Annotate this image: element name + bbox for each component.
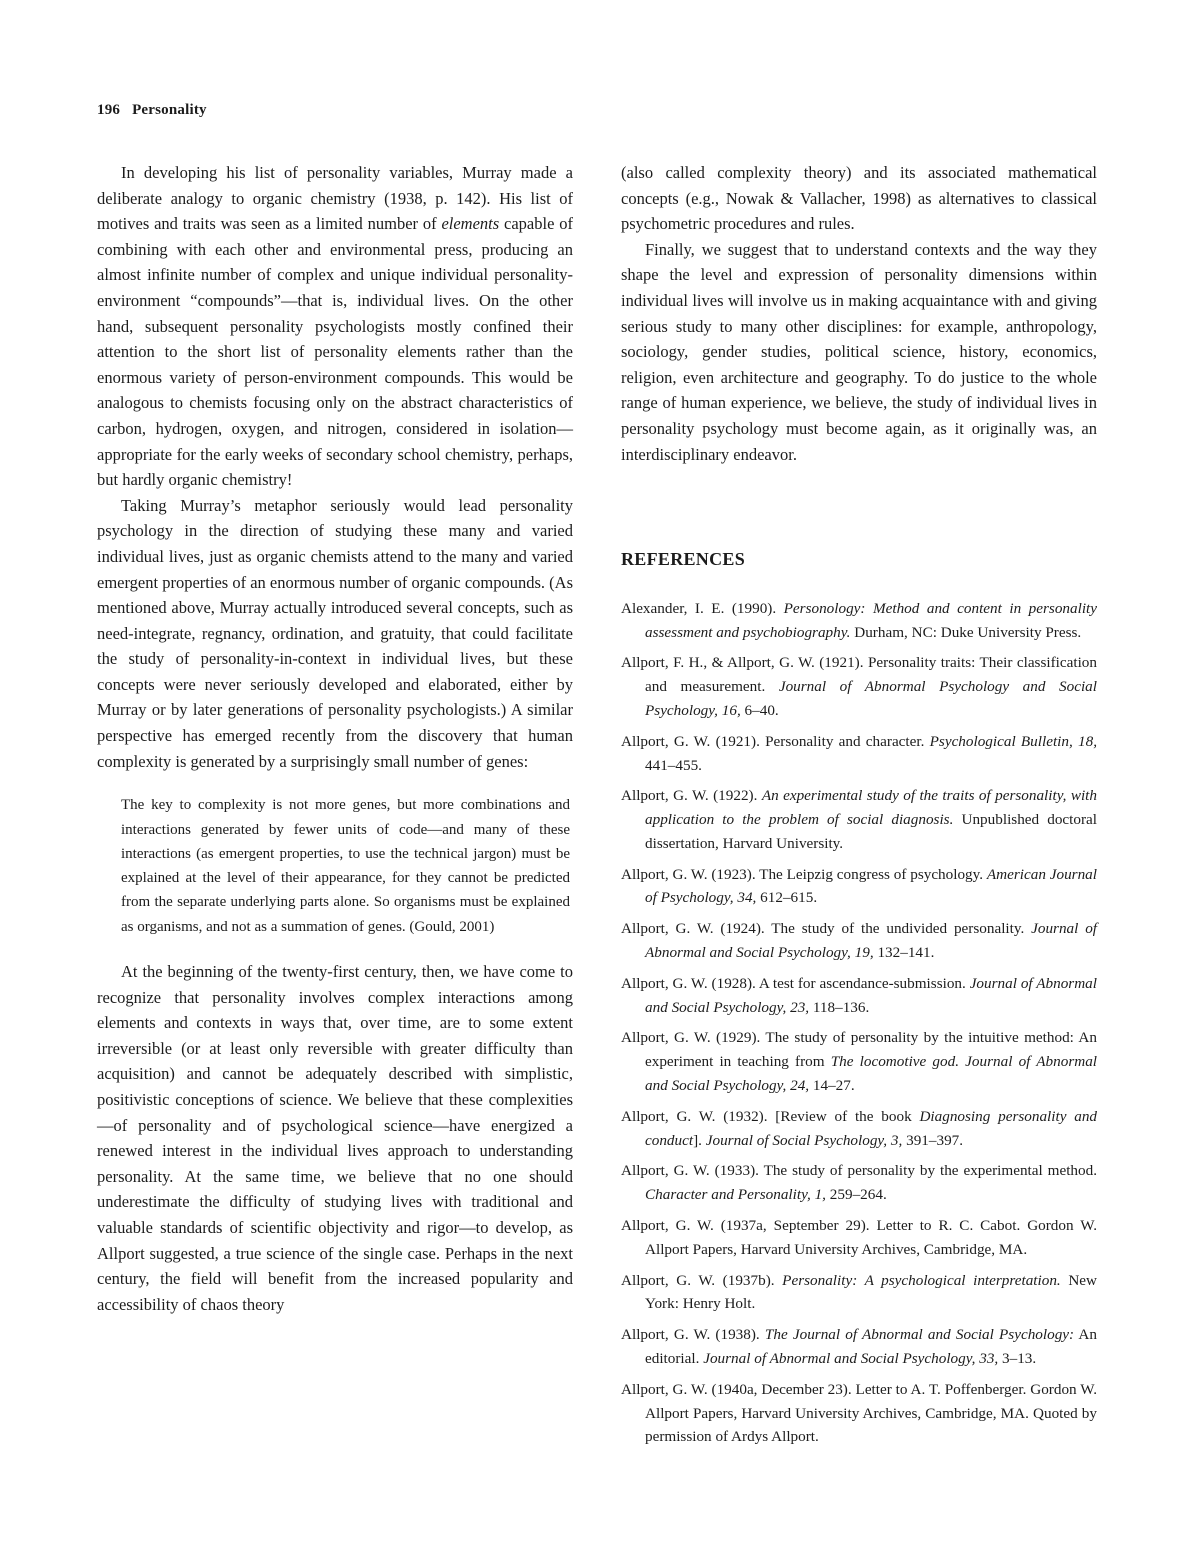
text-run: 14–27. — [809, 1077, 855, 1095]
text-run: Allport, G. W. (1940a, December 23). Letter to A. T. Poffenberger. Gordon W. Allport Papers, Harvard University Archives, Cambridge, MA. Quoted by permission of Ardys Allport. — [621, 1380, 1097, 1446]
text-run: Allport, G. W. (1938). — [621, 1326, 765, 1344]
reference-entry — [621, 917, 1097, 965]
paragraph-murray-metaphor: Taking Murray’s metaphor seriously would lead personality psychology in the direction of studying these many and varied individual lives, just as organic chemists attend to the many and varied emergent properties of an enormous number of organic compounds. (As mentioned above, Murray actually introduced several concepts, such as need-integrate, regnancy, ordination, and gratuity, that could facilitate the study of personality-in-context in individual lives, but these concepts were never seriously developed and elaborated, either by Murray or by later generations of personality psychologists.) A similar perspective has emerged recently from the discovery that human complexity is generated by a surprisingly small number of genes: — [97, 495, 573, 771]
italic-run: Journal of Abnormal and Social Psychology, 23, — [645, 974, 1097, 1016]
text-run: Allport, G. W. (1928). A test for ascendance-submission. — [621, 974, 970, 992]
italic-run: Character and Personality, 1, — [645, 1186, 826, 1204]
text-run: New York: Henry Holt. — [645, 1271, 1098, 1313]
text-run: Alexander, I. E. (1990). — [621, 599, 784, 617]
reference-entry — [621, 1105, 1097, 1153]
reference-entry — [621, 1378, 1097, 1449]
reference-entry — [621, 1269, 1097, 1317]
text-run: Allport, G. W. (1929). The study of personality by the intuitive method: An experiment in teaching from — [621, 1029, 1097, 1071]
text-run: Allport, G. W. (1937b). — [621, 1271, 783, 1289]
paragraph-murray-analogy — [97, 160, 573, 493]
text-run: ]. — [693, 1131, 706, 1149]
paragraph-finally: Finally, we suggest that to understand contexts and the way they shape the level and expression of personality dimensions within individual lives will involve us in making acquaintance with and giving serious study to many other disciplines: for example, anthropology, sociology, gender studies, political science, history, economics, religion, even architecture and geography. To do justice to the whole range of human experience, we believe, the study of individual lives in personality psychology must become again, as it originally was, an interdisciplinary endeavor. — [621, 239, 1097, 464]
text-run: An editorial. — [645, 1326, 1097, 1368]
text-run: Allport, G. W. (1932). [Review of the book — [621, 1107, 920, 1125]
text-run: Unpublished doctoral dissertation, Harvard University. — [645, 811, 1097, 852]
italic-run: Personality: A psychological interpretation. — [782, 1271, 1061, 1289]
text-run: 259–264. — [825, 1186, 887, 1204]
running-title: Personality — [132, 102, 207, 118]
paragraph-continuation: (also called complexity theory) and its associated mathematical concepts (e.g., Nowak & Vallacher, 1998) as alternatives to classical psychometric procedures and rules. — [621, 163, 1097, 234]
text-run: Allport, G. W. (1924). The study of the undivided personality. — [621, 920, 1032, 938]
reference-entry — [621, 972, 1097, 1020]
reference-entry — [621, 1323, 1097, 1371]
text-run: Durham, NC: Duke University Press. — [850, 623, 1082, 641]
italic-run: The locomotive god. Journal of Abnormal and Social Psychology, 24, — [645, 1053, 1098, 1095]
references-heading: REFERENCES — [621, 549, 746, 570]
italic-run: The Journal of Abnormal and Social Psychology: — [764, 1326, 1075, 1344]
italic-run: Diagnosing personality and conduct — [645, 1107, 1098, 1149]
reference-entry — [621, 730, 1097, 778]
italic-run: Journal of Abnormal and Social Psychology, 33, — [703, 1350, 999, 1368]
text-run: 6–40. — [740, 701, 779, 719]
text-run: Allport, G. W. (1922). — [621, 787, 762, 805]
block-quote-gould: The key to complexity is not more genes, but more combinations and interactions generated by fewer units of code—and many of these interactions (as emergent properties, to use the technical jargon) must be explained at the level of their appearance, for they cannot be predicted from the separate underlying parts alone. So organisms must be explained as organisms, and not as a summation of genes. (Gould, 2001) — [121, 797, 570, 935]
left-column — [97, 160, 573, 1317]
italic-run: American Journal of Psychology, 34, — [645, 865, 1097, 907]
running-header — [97, 102, 207, 119]
text-run: Allport, G. W. (1923). The Leipzig congress of psychology. — [621, 865, 987, 883]
reference-entry — [621, 597, 1097, 645]
reference-entry — [621, 784, 1097, 855]
text-run: 612–615. — [756, 889, 818, 907]
text-run: 391–397. — [902, 1131, 964, 1149]
text-run: 118–136. — [809, 998, 870, 1016]
text-run: Allport, G. W. (1937a, September 29). Letter to R. C. Cabot. Gordon W. Allport Papers, Harvard University Archives, Cambridge, MA. — [621, 1217, 1097, 1258]
page-number: 196 — [97, 102, 121, 118]
italic-run: elements — [441, 214, 500, 234]
italic-run: An experimental study of the traits of personality, with application to the problem of social diagnosis. — [645, 787, 1097, 829]
italic-run: Personology: Method and content in personality assessment and psychobiography. — [645, 599, 1097, 641]
italic-run: Journal of Social Psychology, 3, — [705, 1131, 903, 1149]
text-run: Allport, G. W. (1921). Personality and character. — [621, 732, 930, 750]
text-run: Allport, F. H., & Allport, G. W. (1921). Personality traits: Their classification and measurement. — [621, 654, 1097, 696]
italic-run: Psychological Bulletin, 18, — [929, 732, 1097, 750]
reference-entry — [621, 1159, 1097, 1207]
reference-entry — [621, 651, 1097, 722]
italic-run: Journal of Abnormal Psychology and Social Psychology, 16, — [645, 678, 1097, 719]
reference-entry — [621, 863, 1097, 911]
reference-entry — [621, 1026, 1097, 1097]
text-run: In developing his list of personality variables, Murray made a deliberate analogy to organic chemistry (1938, p. 142). His list of motives and traits was seen as a limited number of — [97, 163, 573, 234]
text-run: Allport, G. W. (1933). The study of personality by the experimental method. — [621, 1162, 1097, 1180]
text-run: 132–141. — [873, 944, 935, 962]
paragraph-twenty-first-century: At the beginning of the twenty-first century, then, we have come to recognize that personality involves complex interactions among elements and contexts in ways that, over time, are to some extent irreversible (or at least only reversible with greater difficulty than acquisition) and cannot be adequately described with simplistic, positivistic conceptions of science. We believe that these complexities—of personality and of psychological science—have energized a renewed interest in the individual lives approach to understanding personality. At the same time, we believe that no one should underestimate the difficulty of studying lives with traditional and valuable standards of scientific objectivity and rigor—to develop, as Allport suggested, a true science of the single case. Perhaps in the next century, the field will benefit from the increased popularity and accessibility of chaos theory — [97, 962, 573, 1314]
reference-entry — [621, 1214, 1097, 1262]
text-run: capable of combining with each other and environmental press, producing an almost infinite number of complex and unique individual personality-environment “compounds”—that is, individual lives. On the other hand, subsequent personality psychologists mostly confined their attention to the short list of personality elements rather than the enormous variety of person-environment compounds. This would be analogous to chemists focusing only on the abstract characteristics of carbon, hydrogen, oxygen, and nitrogen, considered in isolation—appropriate for the early weeks of secondary school chemistry, perhaps, but hardly organic chemistry! — [97, 214, 573, 490]
italic-run: Journal of Abnormal and Social Psychology, 19, — [645, 920, 1098, 962]
text-run: 441–455. — [645, 756, 702, 774]
reference-list — [621, 597, 1097, 1450]
right-column — [621, 160, 1097, 1456]
text-run: 3–13. — [998, 1350, 1037, 1368]
